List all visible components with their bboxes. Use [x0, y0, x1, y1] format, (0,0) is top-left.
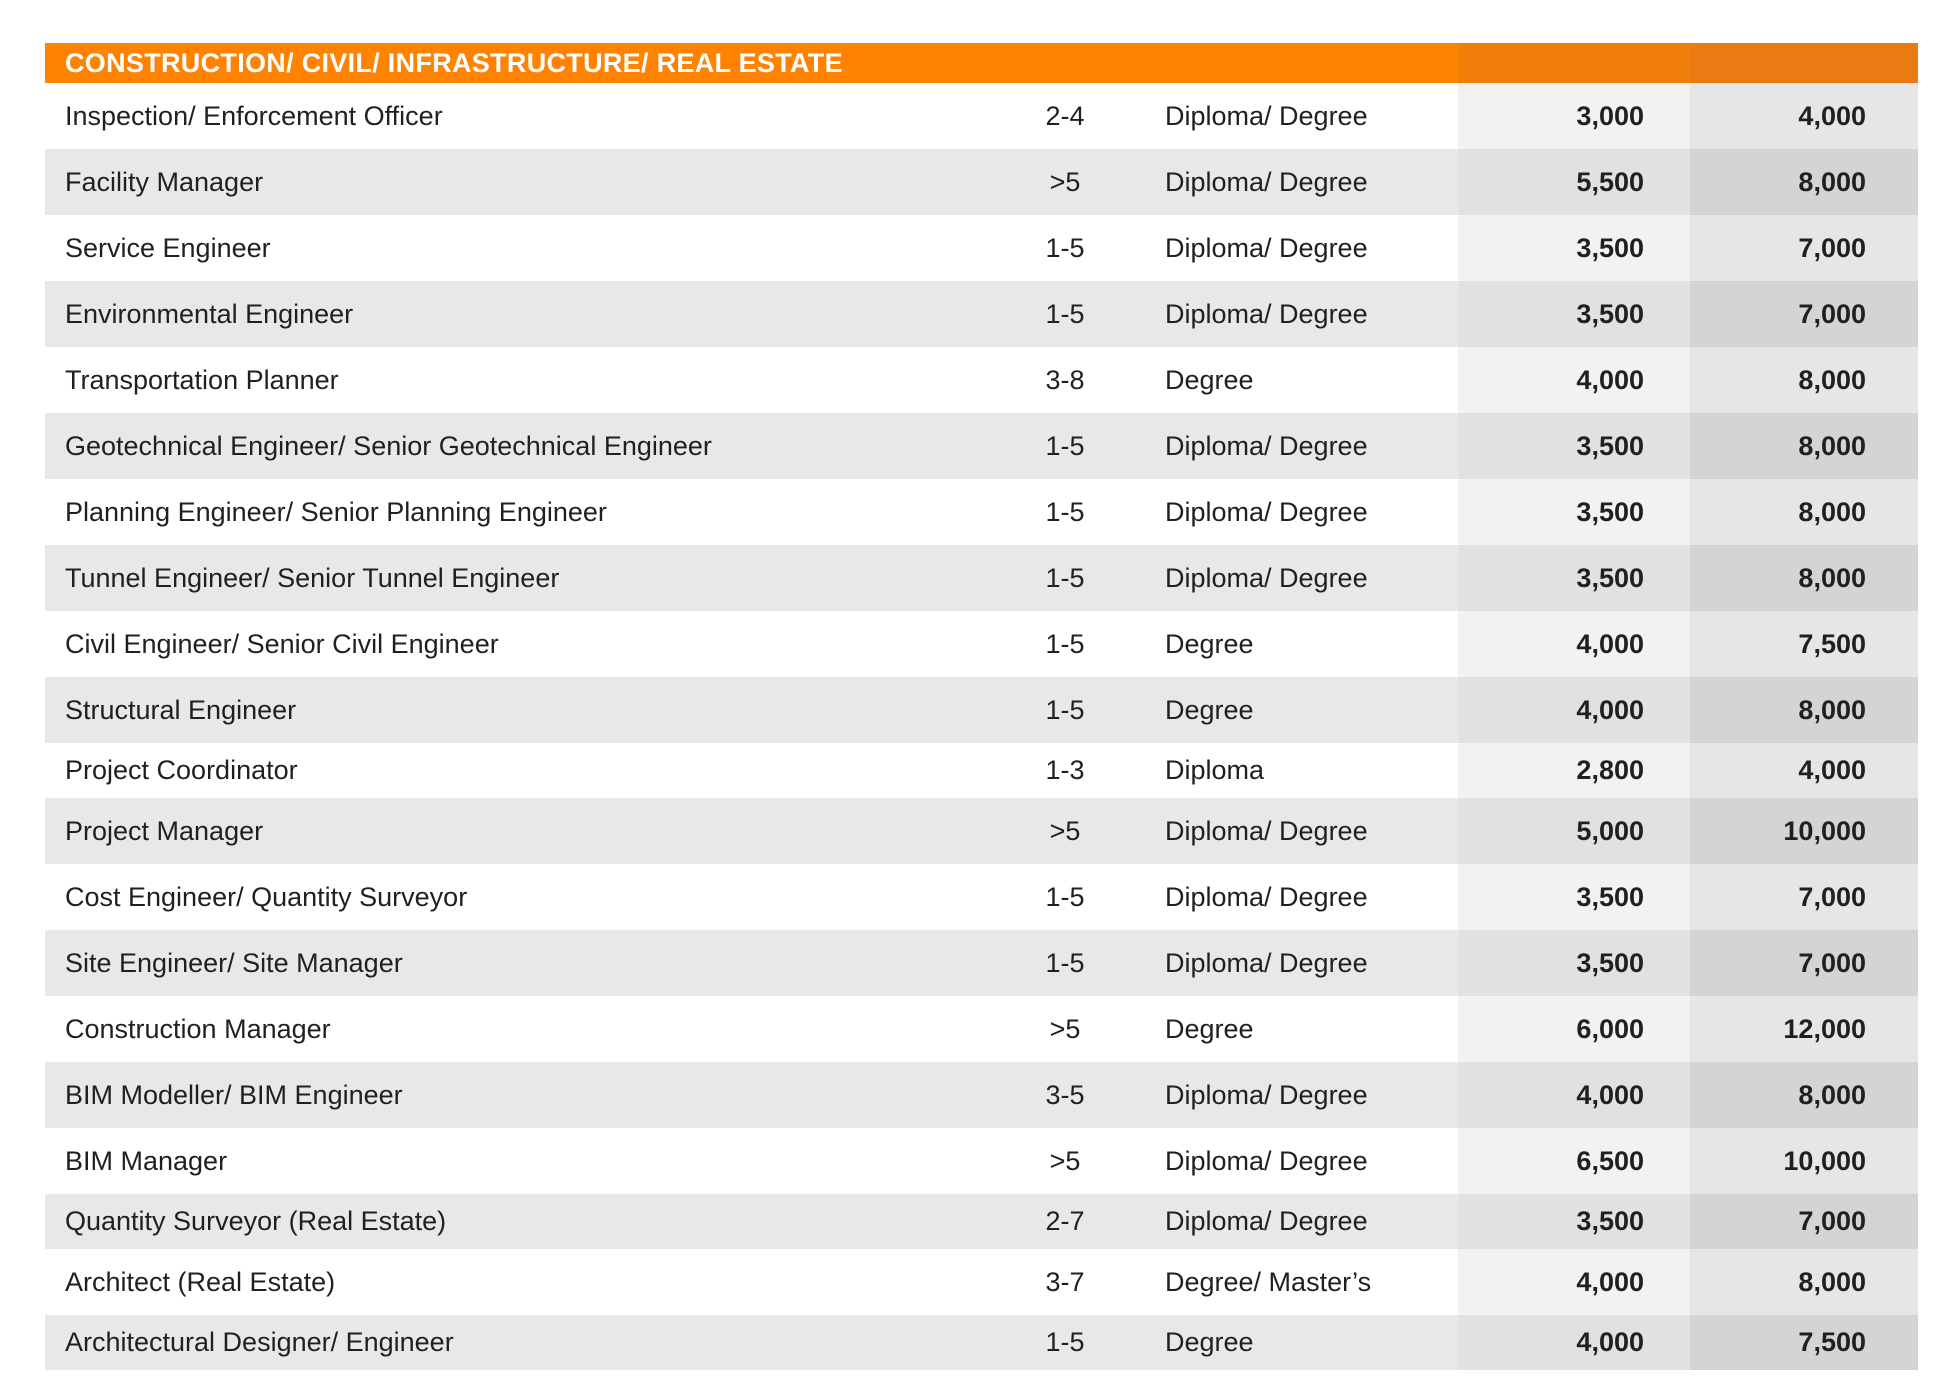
min-salary-cell: 3,500 — [1458, 413, 1690, 479]
role-cell: Cost Engineer/ Quantity Surveyor — [65, 881, 468, 912]
experience-cell: 1-5 — [1045, 562, 1085, 593]
experience-cell: 1-5 — [1045, 298, 1085, 329]
qualification-cell: Diploma/ Degree — [1165, 496, 1368, 527]
table-row — [45, 611, 1918, 677]
role-cell: Architectural Designer/ Engineer — [65, 1327, 454, 1357]
min-salary-cell: 4,000 — [1458, 1315, 1690, 1370]
max-salary-cell: 8,000 — [1690, 1062, 1918, 1128]
max-salary-cell: 8,000 — [1690, 413, 1918, 479]
experience-cell: 1-5 — [1045, 232, 1085, 263]
table-row — [45, 545, 1918, 611]
experience-cell: >5 — [1049, 1013, 1081, 1044]
experience-cell: >5 — [1049, 1145, 1081, 1176]
max-salary-cell: 7,000 — [1690, 281, 1918, 347]
role-cell: Environmental Engineer — [65, 298, 354, 329]
min-salary-cell: 5,500 — [1458, 149, 1690, 215]
role-cell: Transportation Planner — [65, 364, 339, 395]
role-cell: Geotechnical Engineer/ Senior Geotechnical Engineer — [65, 430, 712, 461]
qualification-cell: Diploma/ Degree — [1165, 1079, 1368, 1110]
qualification-cell: Diploma/ Degree — [1165, 881, 1368, 912]
min-salary-cell: 4,000 — [1458, 611, 1690, 677]
qualification-cell: Diploma/ Degree — [1165, 1206, 1368, 1236]
max-salary-cell: 7,000 — [1690, 930, 1918, 996]
role-cell: Facility Manager — [65, 166, 264, 197]
min-salary-cell: 3,500 — [1458, 479, 1690, 545]
max-salary-cell: 8,000 — [1690, 149, 1918, 215]
table-row — [45, 413, 1918, 479]
qualification-cell: Diploma/ Degree — [1165, 947, 1368, 978]
table-row — [45, 149, 1918, 215]
section-title: CONSTRUCTION/ CIVIL/ INFRASTRUCTURE/ REAL ESTATE — [65, 48, 843, 78]
role-cell: BIM Manager — [65, 1145, 228, 1176]
experience-cell: 3-8 — [1045, 364, 1085, 395]
max-salary-cell: 8,000 — [1690, 347, 1918, 413]
max-salary-cell: 8,000 — [1690, 479, 1918, 545]
table-row — [45, 743, 1918, 798]
max-salary-cell: 7,000 — [1690, 1194, 1918, 1249]
table-row — [45, 83, 1918, 149]
min-salary-cell: 3,000 — [1458, 83, 1690, 149]
qualification-cell: Diploma — [1165, 755, 1265, 785]
min-salary-cell: 6,000 — [1458, 996, 1690, 1062]
table-row — [45, 281, 1918, 347]
qualification-cell: Diploma/ Degree — [1165, 430, 1368, 461]
min-salary-cell: 3,500 — [1458, 281, 1690, 347]
experience-cell: 3-5 — [1045, 1079, 1085, 1110]
min-salary-cell: 4,000 — [1458, 1249, 1690, 1315]
min-salary-cell: 4,000 — [1458, 677, 1690, 743]
experience-cell: >5 — [1049, 166, 1081, 197]
min-salary-cell: 3,500 — [1458, 930, 1690, 996]
table-row — [45, 677, 1918, 743]
experience-cell: >5 — [1049, 815, 1081, 846]
experience-cell: 1-3 — [1045, 755, 1085, 785]
experience-cell: 1-5 — [1045, 496, 1085, 527]
qualification-cell: Diploma/ Degree — [1165, 562, 1368, 593]
experience-cell: 1-5 — [1045, 628, 1085, 659]
max-salary-cell: 12,000 — [1690, 996, 1918, 1062]
role-cell: Planning Engineer/ Senior Planning Engineer — [65, 496, 607, 527]
salary-table — [45, 43, 1918, 1370]
experience-cell: 1-5 — [1045, 947, 1085, 978]
role-cell: Architect (Real Estate) — [65, 1266, 336, 1297]
qualification-cell: Diploma/ Degree — [1165, 1145, 1368, 1176]
max-salary-cell: 10,000 — [1690, 1128, 1918, 1194]
role-cell: Service Engineer — [65, 232, 271, 263]
table-row — [45, 1249, 1918, 1315]
table-row — [45, 996, 1918, 1062]
min-salary-cell: 3,500 — [1458, 864, 1690, 930]
table-row — [45, 215, 1918, 281]
qualification-cell: Degree — [1165, 694, 1254, 725]
max-salary-cell: 8,000 — [1690, 677, 1918, 743]
qualification-cell: Degree — [1165, 364, 1254, 395]
role-cell: BIM Modeller/ BIM Engineer — [65, 1079, 403, 1110]
experience-cell: 2-4 — [1045, 100, 1085, 131]
experience-cell: 1-5 — [1045, 1327, 1085, 1357]
role-cell: Civil Engineer/ Senior Civil Engineer — [65, 628, 499, 659]
max-salary-cell: 7,000 — [1690, 864, 1918, 930]
min-salary-cell: 3,500 — [1458, 215, 1690, 281]
section-header — [45, 43, 1918, 83]
qualification-cell: Degree — [1165, 628, 1254, 659]
max-salary-cell: 7,000 — [1690, 215, 1918, 281]
min-salary-cell: 3,500 — [1458, 1194, 1690, 1249]
experience-cell: 2-7 — [1045, 1206, 1085, 1236]
qualification-cell: Degree/ Master’s — [1165, 1266, 1372, 1297]
table-row — [45, 864, 1918, 930]
qualification-cell: Diploma/ Degree — [1165, 100, 1368, 131]
header-min-salary-cell — [1458, 43, 1690, 83]
qualification-cell: Diploma/ Degree — [1165, 815, 1368, 846]
role-cell: Project Manager — [65, 815, 264, 846]
experience-cell: 1-5 — [1045, 881, 1085, 912]
qualification-cell: Degree — [1165, 1013, 1254, 1044]
min-salary-cell: 4,000 — [1458, 347, 1690, 413]
max-salary-cell: 7,500 — [1690, 611, 1918, 677]
table-body — [45, 83, 1918, 1370]
table-row — [45, 930, 1918, 996]
min-salary-cell: 6,500 — [1458, 1128, 1690, 1194]
role-cell: Structural Engineer — [65, 694, 297, 725]
table-row — [45, 347, 1918, 413]
table-row — [45, 1194, 1918, 1249]
min-salary-cell: 5,000 — [1458, 798, 1690, 864]
experience-cell: 1-5 — [1045, 694, 1085, 725]
table-row — [45, 1062, 1918, 1128]
min-salary-cell: 3,500 — [1458, 545, 1690, 611]
experience-cell: 3-7 — [1045, 1266, 1085, 1297]
max-salary-cell: 4,000 — [1690, 83, 1918, 149]
role-cell: Construction Manager — [65, 1013, 331, 1044]
max-salary-cell: 4,000 — [1690, 743, 1918, 798]
experience-cell: 1-5 — [1045, 430, 1085, 461]
table-row — [45, 479, 1918, 545]
table-row — [45, 798, 1918, 864]
role-cell: Quantity Surveyor (Real Estate) — [65, 1206, 447, 1236]
header-max-salary-cell — [1690, 43, 1918, 83]
min-salary-cell: 4,000 — [1458, 1062, 1690, 1128]
role-cell: Tunnel Engineer/ Senior Tunnel Engineer — [65, 562, 560, 593]
role-cell: Project Coordinator — [65, 755, 298, 785]
qualification-cell: Degree — [1165, 1327, 1254, 1357]
qualification-cell: Diploma/ Degree — [1165, 166, 1368, 197]
role-cell: Inspection/ Enforcement Officer — [65, 100, 443, 131]
min-salary-cell: 2,800 — [1458, 743, 1690, 798]
max-salary-cell: 7,500 — [1690, 1315, 1918, 1370]
table-row — [45, 1128, 1918, 1194]
qualification-cell: Diploma/ Degree — [1165, 298, 1368, 329]
table-row — [45, 1315, 1918, 1370]
qualification-cell: Diploma/ Degree — [1165, 232, 1368, 263]
max-salary-cell: 8,000 — [1690, 1249, 1918, 1315]
role-cell: Site Engineer/ Site Manager — [65, 947, 403, 978]
max-salary-cell: 10,000 — [1690, 798, 1918, 864]
max-salary-cell: 8,000 — [1690, 545, 1918, 611]
